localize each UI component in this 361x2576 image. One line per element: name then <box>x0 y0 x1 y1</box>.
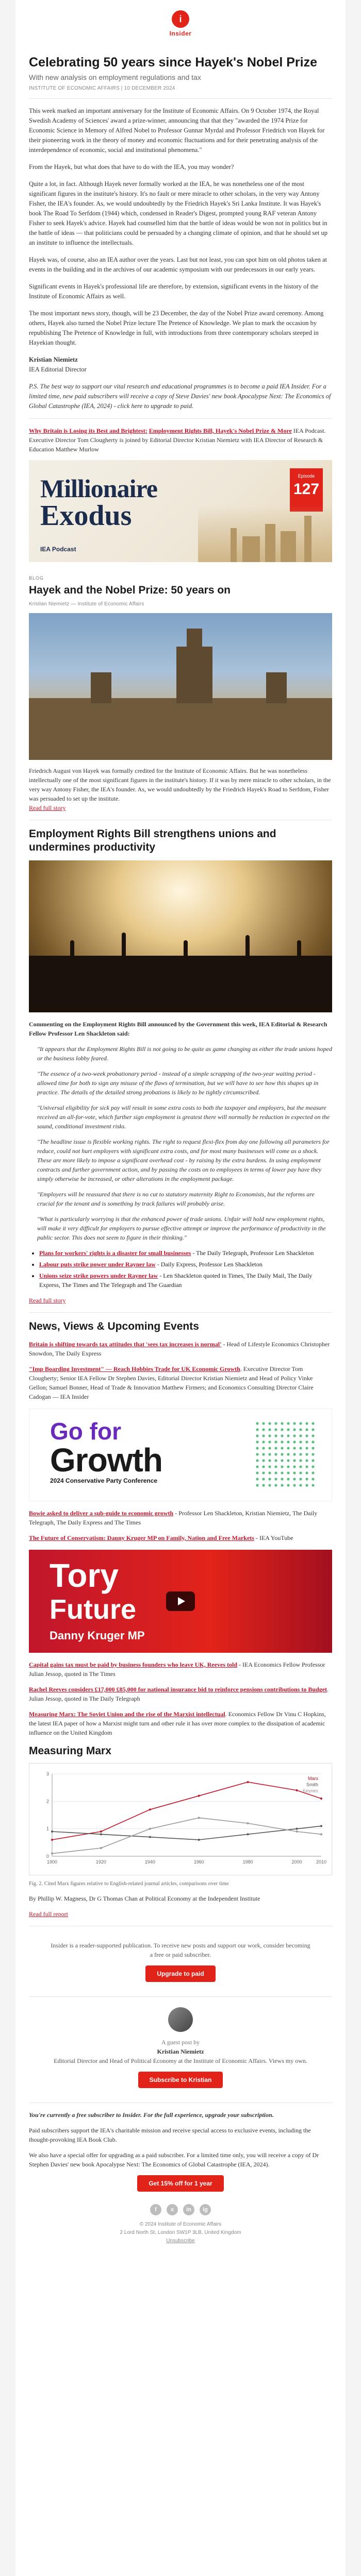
coverage-link[interactable]: Plans for workers' rights is a disaster for small businesses <box>39 1249 191 1257</box>
article-byline: Kristian Niemietz — Institute of Economic Affairs <box>29 601 144 607</box>
upgrade-button[interactable]: Upgrade to paid <box>145 1965 215 1982</box>
podcast-link[interactable]: Why Britain is Losing its Best and Brightest: <box>29 427 147 434</box>
unsubscribe-link[interactable]: Unsubscribe <box>166 2238 195 2244</box>
author-name: Kristian Niemietz <box>157 2048 204 2055</box>
raised-hand-silhouette <box>297 940 301 961</box>
data-point <box>198 1839 200 1841</box>
coverage-source: - The Daily Telegraph, Professor Len Shackleton <box>191 1249 314 1257</box>
quote-paragraph: "Universal eligibility for sick pay will result in some extra costs to both the taxpayer and employers, but the measure received an all-for-vote, which further sign employment is greatest there will normally be reduction in expected on the sound, conditional investment risks. <box>37 1104 330 1130</box>
building-illustration <box>242 536 260 562</box>
data-point <box>320 1825 322 1827</box>
data-point <box>149 1828 151 1830</box>
employment-title[interactable]: Employment Rights Bill strengthens unions and undermines productivity <box>29 828 276 853</box>
data-point <box>51 1831 53 1833</box>
chart-caption: Fig. 2. Cited Marx figures relative to English-related journal articles, comparisons over time <box>29 1881 229 1887</box>
x-tick-label: 1980 <box>242 1859 253 1865</box>
tory-line-2: Future <box>50 1594 136 1625</box>
divider <box>29 418 332 419</box>
tower-illustration <box>187 629 202 649</box>
data-point <box>198 1795 200 1797</box>
lead-paragraph: The most important news story, though, will be 23 December, the day of the Nobel Prize award ceremony. Among others, Hayek also turned the Nobel Prize lecture The Pretence of Knowledge. We plan to mark the occasion by republishing The Pretence of Knowledge in full, with introductions from three contemporary scholars steeped in Hayekian thought. <box>29 310 324 346</box>
y-tick-label: 2 <box>46 1799 49 1804</box>
marx-chart <box>29 1763 332 1875</box>
lead-paragraph: From the Hayek, but what does that have to do with the IEA, you may wonder? <box>29 163 234 171</box>
x-tick-label: 1960 <box>193 1859 204 1865</box>
ps-note[interactable]: P.S. The best way to support our vital research and educational programmes is to become a paid IEA Insider. For a limited time, new paid subscribers will receive a copy of Steve Davies' new book Apocalypse Next: The Economics of Global Catastrophe (IEA, 2024) - click here to upgrade to paid. <box>29 383 331 410</box>
x-tick-label: 2000 <box>291 1859 302 1865</box>
legend-entry: Keynes <box>302 1788 318 1793</box>
x-icon[interactable]: x <box>167 2204 178 2215</box>
tory-line-3: Danny Kruger MP <box>50 1629 145 1642</box>
coverage-link[interactable]: Labour puts strike power under Rayner law <box>39 1261 156 1268</box>
podcast-brand: IEA Podcast <box>40 546 76 553</box>
social-icons <box>29 2204 332 2215</box>
growth-line-1: Go for <box>50 1418 121 1445</box>
hayek-building-image[interactable] <box>29 613 332 760</box>
author-intro: A guest post by <box>161 2039 200 2046</box>
quote-paragraph: "It appears that the Employment Rights Bill is not going to be quite as game changing as either the trade unions hoped or the business lobby feared. <box>37 1045 332 1062</box>
data-point <box>51 1853 53 1855</box>
read-more-link[interactable]: Read full story <box>29 804 66 811</box>
news-item <box>29 1340 332 1358</box>
lead-paragraph: Significant events in Hayek's professional life are therefore, by extension, significant events in the history of the Institute of Economic Affairs as well. <box>29 283 319 300</box>
marx-title[interactable]: Measuring Marx <box>29 1745 111 1757</box>
raised-hand-silhouette <box>70 940 74 961</box>
data-point <box>149 1808 151 1810</box>
article-title[interactable]: Hayek and the Nobel Prize: 50 years on <box>29 584 231 596</box>
employment-intro: Commenting on the Employment Rights Bill announced by the Government this week, IEA Editorial & Research Fellow Professor Len Shackleton said: <box>29 1021 327 1037</box>
signature-role: IEA Editorial Director <box>29 366 87 373</box>
subscribe-cta <box>29 1934 332 1989</box>
lead-paragraph: Quite a lot, in fact. Although Hayek never formally worked at the IEA, he was nonetheless one of the most significant figures in the institute's history. It's no fault or mere miracle to other scholars, in the very way Antony Fisher, the IEA's founder. As, we would undoubtedly by the Friedrich Hayek's Sri Lanka Institute. It was Hayek's book The Road To Serfdom (1944) which, condensed in Reader's Digest, prompted young RAF veteran Antony Fisher to seek Hayek's advice. Hayek had counselled him that the battle of ideas would be won not in politics but in the battle of ideas — that politicians could be persuaded by a changing climate of opinion, and that he should set up an institute to influence the intellectuals. <box>29 180 328 246</box>
footer-ps: We also have a special offer for upgrading as a paid subscriber. For a limited time only, you will receive a copy of Dr Stephen Davies' new book Apocalypse Next: The Economics of Global Catastrophe (IEA, 2024). <box>29 2151 319 2168</box>
tower-illustration <box>266 672 287 703</box>
subscribe-author-button[interactable]: Subscribe to Kristian <box>138 2072 223 2088</box>
building-illustration <box>304 516 311 562</box>
list-item <box>39 1248 332 1258</box>
divider <box>29 1996 332 1997</box>
list-item <box>39 1260 332 1269</box>
coverage-source: - Len Shackleton quoted in Times, The Daily Mail, The Daily Express, The Times and The Telegraph and The Guardian <box>39 1272 313 1289</box>
building-illustration <box>265 524 275 562</box>
signature <box>29 355 332 375</box>
data-point <box>100 1847 102 1849</box>
offer-cta <box>29 2175 332 2192</box>
news-link[interactable]: Capital gains tax must be paid by business founders who leave UK, Reeves told <box>29 1661 238 1668</box>
news-title: News, Views & Upcoming Events <box>29 1320 199 1332</box>
growth-event-image[interactable] <box>29 1409 332 1501</box>
divider <box>29 1312 332 1313</box>
coverage-source: - Daily Express, Professor Len Shackleton <box>155 1261 262 1268</box>
news-source: - IEA Economics Fellow Professor Julian Jessop, quoted in The Times <box>29 1661 325 1677</box>
footer-line: © 2024 Institute of Economic Affairs <box>139 2222 222 2227</box>
list-item <box>39 1271 332 1290</box>
dot-pattern-decoration <box>254 1420 316 1487</box>
podcast-image-title: Millionaire <box>40 474 157 503</box>
news-link[interactable]: "Imp Boarding Investment" — Reach Hobbies Trade for UK Economic Growth <box>29 1365 240 1372</box>
data-point <box>247 1822 249 1824</box>
data-point <box>149 1836 151 1838</box>
read-more <box>29 1909 332 1919</box>
coverage-list <box>39 1248 332 1290</box>
news-source: . Executive Director Tom Clougherty; Senior IEA Fellow Dr Stephen Davies, Editorial Director Kristian Niemietz and Head of Policy Vinke Gellon; Samuel Bonner, Head of Trade & Innovation Matthew Firmers; and Economics Consulting Director Claire Cadogan — IEA Insider <box>29 1365 314 1400</box>
podcast-image-title: Exodus <box>40 500 132 532</box>
x-tick-label: 1920 <box>95 1859 106 1865</box>
offer-button[interactable]: Get 15% off for 1 year <box>137 2175 223 2192</box>
read-more-link[interactable]: Read full report <box>29 1910 68 1918</box>
signature-name: Kristian Niemietz <box>29 356 78 363</box>
data-point <box>247 1781 249 1783</box>
building-illustration <box>231 528 237 562</box>
x-tick-label: 2010 <box>316 1859 327 1865</box>
crowd-silhouette <box>29 956 332 1012</box>
growth-line-3: 2024 Conservative Party Conference <box>50 1477 158 1484</box>
podcast-intro <box>29 426 332 454</box>
quote-paragraph: "What is particularly worrying is that the enhanced power of trade unions. Unfair will hold new employment rights, will make it very difficult for employers to pursue effective attempt or improve the performance of productivity in the public sector. This does not seem to figure in their thinking." <box>37 1215 326 1241</box>
author-card <box>29 2004 332 2095</box>
read-more <box>29 1296 332 1305</box>
news-source: - Head of Lifestyle Economics Christopher Snowdon, The Daily Express <box>29 1341 330 1357</box>
cta-text: Insider is a reader-supported publication. To receive new posts and support our work, consider becoming a free or paid subscriber. <box>51 1942 310 1958</box>
data-point <box>51 1839 53 1841</box>
quote-paragraph: "The headline issue is flexible working rights. The right to request flexi-flex from day one following all parameters for reduce, could not hurt employers with significant extra costs, and for most many businesses will come as a shock. These are more likely to impose a significant overhead cost - by raising by the extra burdens. In using employment contracts and further government action, and by passing the costs on to employees in terms of lower pay have they simply otherwise be increased, or other alterations in the employment package. <box>37 1138 330 1182</box>
data-point <box>100 1833 102 1835</box>
y-tick-label: 0 <box>46 1854 49 1859</box>
quote-paragraph: "The essence of a two-week probationary period - instead of a simple scrapping of the two-year waiting period - allowed time for both to sign any misuse of the flaws of termination, but we will have to see how this shapes up in practice. The details of the detailed strong probations is likely to be tightly circumscribed. <box>37 1070 319 1096</box>
building-illustration <box>29 698 332 760</box>
raised-hand-silhouette <box>184 940 188 961</box>
news-item <box>29 1685 332 1703</box>
news-item <box>29 1533 332 1543</box>
article-summary: Friedrich August von Hayek was formally credited for the Institute of Economic Affairs. But he was nonetheless intellectually one of the most significant figures in the institute's history. If it was by mere miracle to other scholars, in the very way Antony Fisher, the IEA's founder. As, we would undoubtedly by the Friedrich Hayek's Road to Serfdom, Fisher was persuaded to set up the institute. <box>29 767 331 802</box>
news-source: . Julian Jessop, quoted in The Daily Telegraph <box>29 1686 329 1702</box>
news-source: - IEA YouTube <box>254 1534 293 1541</box>
raised-hand-silhouette <box>245 935 250 959</box>
raised-hand-silhouette <box>122 933 126 958</box>
news-link[interactable]: Britain is shifting towards tax attitudes that 'sees tax increases is normal' <box>29 1341 222 1348</box>
tory-future-video[interactable] <box>29 1550 332 1653</box>
episode-label: Episode <box>298 473 315 479</box>
data-point <box>198 1817 200 1819</box>
data-point <box>296 1828 298 1830</box>
tower-illustration <box>176 647 212 703</box>
logo-text: Insider <box>169 30 192 37</box>
read-more <box>29 803 332 812</box>
news-source: - Professor Len Shackleton, Kristian Niemietz, The Daily Telegraph, The Daily Express and The Times <box>29 1510 318 1526</box>
podcast-intro-rest: IEA Podcast. Executive Director Tom Clougherty is joined by Editorial Director Kristian Niemietz with IEA Director of Research & Education Matthew Murlow <box>29 427 326 453</box>
y-tick-label: 3 <box>46 1771 49 1776</box>
news-item <box>29 1364 332 1401</box>
building-illustration <box>281 531 296 562</box>
marx-author: By Phillip W. Magness, Dr G Thomas Chan at Political Economy at the Independent Institute <box>29 1895 260 1902</box>
tory-line-1: Tory <box>50 1557 119 1594</box>
data-point <box>320 1833 322 1835</box>
rally-image[interactable] <box>29 860 332 1012</box>
data-point <box>100 1831 102 1833</box>
footer-ps: You're currently a free subscriber to Insider. For the full experience, upgrade your subscription. <box>29 2111 274 2119</box>
instagram-icon[interactable]: ig <box>200 2204 211 2215</box>
line-chart <box>34 1768 327 1871</box>
y-tick-label: 1 <box>46 1826 49 1832</box>
data-point <box>296 1831 298 1833</box>
x-tick-label: 1900 <box>46 1859 58 1865</box>
podcast-title-link[interactable]: Employment Rights Bill, Hayek's Nobel Prize & More <box>149 427 292 434</box>
tower-illustration <box>91 672 111 703</box>
byline: INSTITUTE OF ECONOMIC AFFAIRS | 10 DECEMBER 2024 <box>29 86 175 91</box>
avatar <box>168 2007 193 2032</box>
legend-entry: Marx <box>308 1776 318 1781</box>
coverage-link[interactable]: Unions seize strike powers under Rayner law <box>39 1272 158 1279</box>
data-point <box>247 1833 249 1835</box>
news-link[interactable]: Rachel Reeves considers £17,000 £85,000 for national insurance bid to reinforce pensions contributions to Budget <box>29 1686 327 1693</box>
news-item <box>29 1709 332 1737</box>
news-source: . Economics Fellow Dr Vinu C Hopkins, the latest IEA paper of how a Marxist might turn and other rule it has over more complex to the dissipation of academic influence on the United Kingdom <box>29 1710 326 1736</box>
news-link[interactable]: The Future of Conservatism: Danny Kruger MP on Family, Nation and Free Markets <box>29 1534 254 1541</box>
email-card <box>15 0 346 2576</box>
growth-line-2: Growth <box>50 1442 162 1479</box>
podcast-thumbnail[interactable] <box>29 460 332 562</box>
article-kicker: BLOG <box>29 575 44 581</box>
news-item <box>29 1509 332 1527</box>
footer-ps: Paid subscribers support the IEA's charitable mission and receive special access to exclusive events, including the thought-provoking IEA Book Club. <box>29 2127 311 2143</box>
data-point <box>296 1789 298 1791</box>
news-item <box>29 1660 332 1679</box>
facebook-icon[interactable]: f <box>150 2204 161 2215</box>
series-line-keynes <box>52 1818 321 1853</box>
news-link[interactable]: Measuring Marx: The Soviet Union and the rise of the Marxist intellectual <box>29 1710 225 1718</box>
footer <box>29 2204 332 2245</box>
series-line-marx <box>52 1782 321 1840</box>
episode-number: 127 <box>293 481 320 498</box>
linkedin-icon[interactable]: in <box>183 2204 194 2215</box>
lead-paragraph: This week marked an important anniversary for the Institute of Economic Affairs. On 9 October 1974, the Royal Swedish Academy of Sciences' award a prize-winner, announcing that that they "awarded the 1974 Prize for Economic Science in Memory of Alfred Nobel to Professor Gunnar Myrdal and Professor Friedrich von Hayek for their pioneering work in the theory of money and economic fluctuations and for their penetrating analysis of the interdependence of economic, social and institutional phenomena." <box>29 107 325 154</box>
data-point <box>320 1798 322 1800</box>
divider <box>29 98 332 99</box>
play-icon[interactable] <box>166 1591 195 1611</box>
quote-paragraph: "Employers will be reassured that there is no cut to statutory maternity Right to Economists, but the reforms are crucial for the tenant and is something by track failures will probably arise. <box>37 1191 315 1207</box>
page-title: Celebrating 50 years since Hayek's Nobel Prize <box>29 55 317 70</box>
read-more-link[interactable]: Read full story <box>29 1297 66 1304</box>
author-role: Editorial Director and Head of Political Economy at the Institute of Economic Affairs. Views my own. <box>54 2057 307 2064</box>
footer-line: 2 Lord North St, London SW1P 3LB, United Kingdom <box>120 2230 241 2235</box>
x-tick-label: 1940 <box>144 1859 155 1865</box>
header <box>15 0 346 47</box>
page-subtitle: With new analysis on employment regulations and tax <box>29 73 201 81</box>
lead-paragraph: Hayek was, of course, also an IEA author over the years. Last but not least, you can spot him on old photos taken at events in the building and in the archives of our academic symposium with our predecessors in our early years. <box>29 256 327 273</box>
legend-entry: Smith <box>306 1782 318 1787</box>
news-link[interactable]: Bowie asked to deliver a sub-guide to economic growth <box>29 1510 174 1517</box>
logo-icon[interactable]: i <box>172 10 189 28</box>
